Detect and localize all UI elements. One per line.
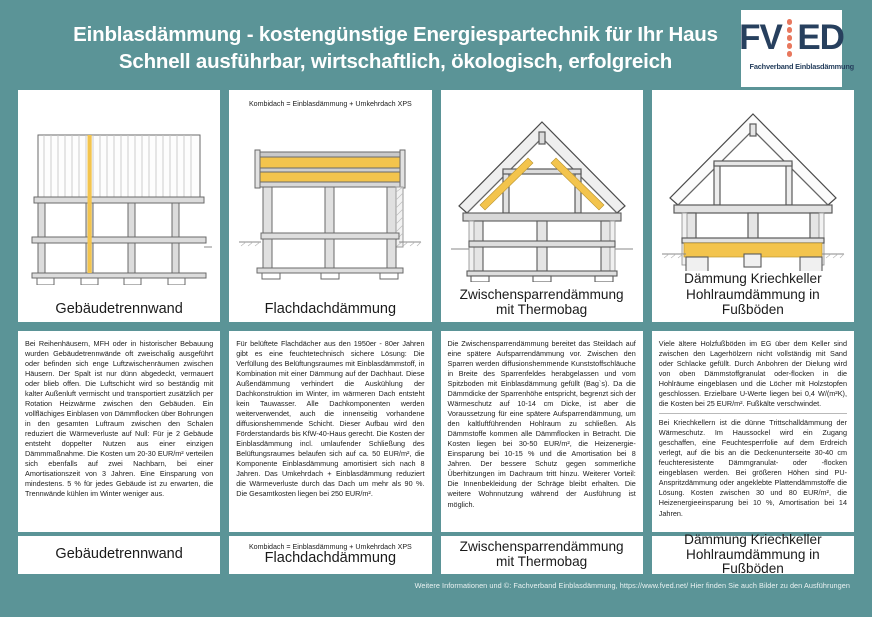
textcard-4-paragraph-1: Viele ältere Holzfußböden im EG über dem Keller sind zwischen den Lagerhölzern nicht vollständig mit Sand oder Schlacke gefüllt. Durch Anbohren der Dielung wird von oben Dämmstoffgranulat oder-flocken in die Hohlräume eingeblasen und die Löcher mit Holzstopfen geschlossen. Erzielbare U-Werte liegen bei 0,4 W/(m²K), die Kosten bei 25 EUR/m². Fußkälte verschwindet. bbox=[658, 339, 847, 409]
panel-1-label: Gebäudetrennwand bbox=[55, 300, 183, 317]
logo-subtitle: Fachverband Einblasdämmung bbox=[749, 62, 854, 71]
page-title-line-2: Schnell ausführbar, wirtschaftlich, ökologisch, erfolgreich bbox=[118, 50, 673, 73]
textcard-zwischensparrendaemmung bbox=[441, 331, 643, 532]
textcard-2-paragraph-1: Für belüftete Flachdächer aus den 1950er - 80er Jahren gibt es eine feuchtetechnisch sichere Lösung: Die Verfüllung des Belüftungsraumes mit Einblasdämmstoff, in Kombination mit einer Dämmung auf der Dachhaut. Diese Außendämmung verhindert die Auskühlung der Dachkonstruktion im Winter, im wärmeren Dach entsteht kein Tauwasser. Alle Dachkomponenten werden weiterverwendet, auch die innenseitig vorhandene diffusionshemmende Schicht. Dieser Aufbau wird den Förderstandards bis KfW-40-Haus gerecht. Die Kosten der Einblasdämmung incl. umlaufender Schließung des Belüftungsraumes belaufen sich auf ca. 50 EUR/m², die Komponente Einblasdämmung amortisiert sich nach 8 Jahren. Das Umkehrdach + Einblasdämmung reduziert die Wärmeverluste durch das Dach um mehr als 90 %. Die Gesamtkosten liegen bei 250 EUR/m². bbox=[236, 339, 425, 499]
logo-text-ed: ED bbox=[797, 18, 844, 57]
header-titles bbox=[22, 21, 741, 75]
capcard-2-small: Kombidach = Einblasdämmung + Umkehrdach XPS bbox=[248, 542, 412, 551]
capcard-4-main-line-2: Hohlraumdämmung in Fußböden bbox=[686, 546, 820, 577]
panel-3-label-line-1: Zwischensparrendämmung bbox=[459, 286, 624, 302]
panel-4-label-line-2: Hohlraumdämmung in Fußböden bbox=[686, 286, 820, 317]
capcard-3-main-line-2: mit Thermobag bbox=[496, 554, 588, 569]
textcard-gebaeudetrennwand bbox=[18, 331, 220, 532]
logo-dots-icon bbox=[784, 19, 796, 57]
kriechkeller-diagram-icon bbox=[656, 110, 850, 272]
capcard-3-main-line-1: Zwischensparrendämmung bbox=[459, 539, 624, 555]
panel-daemmung-kriechkeller bbox=[652, 90, 854, 322]
capcard-1-main: Gebäudetrennwand bbox=[55, 546, 183, 563]
panel-2-label: Flachdachdämmung bbox=[264, 300, 397, 317]
footer-credit: Weitere Informationen und ©: Fachverband Einblasdämmung, https://www.fved.net/ Hier finden Sie auch Bilder zu den Ausführungen bbox=[414, 581, 850, 590]
fved-logo bbox=[739, 10, 854, 87]
description-cards bbox=[0, 322, 872, 532]
illustration-panels bbox=[0, 90, 872, 322]
page-title-line-1: Einblasdämmung - kostengünstige Energiespartechnik für Ihr Haus bbox=[73, 22, 718, 46]
logo-inner bbox=[739, 17, 854, 79]
textcard-1-paragraph-1: Bei Reihenhäusern, MFH oder in historischer Bebauung wurden Gebäudetrennwände oft zweischalig ausgeführt oder befinden sich enge Luftzwischenräumen zwischen Häusern. Der Spalt ist nur dünn abgedeckt, vermauert oder blieb offen. Die Luftschicht wird so beständig mit kalter Außenluft vermischt und transportiert zusätzlich per Rotation Heizwärme zwischen den Gebäuden. Ein vollflächiges Einblasen von Dämmflocken über Bohrungen in den gesamten Luftraum zwischen den Schalen reduziert die Wärmeverluste auf Null: Für je 2 Gebäude entsteht doppelter Nutzen aus einer einzigen Dämmmaßnahme. Die Kosten um 20-30 EUR/m² verteilen sich ebenfalls auf zwei Nachbarn, bei einer Amortisationszeit von 3 Jahren. Eine Einsparung von mindestens. 5 % für jedes Gebäude ist zu erwarten, die Trennwände kühlen im Winter weniger aus. bbox=[25, 339, 214, 499]
zwischensparrendaemmung-diagram-icon bbox=[445, 110, 639, 287]
textcard-3-paragraph-1: Die Zwischensparrendämmung bereitet das Steildach auf eine spätere Aufsparrendämmung vor. Zwischen den Sparren werden diffusionshemmende Kunststoffschläuche in Breite des Sparrenfeldes herabgelassen und vom Spitzboden mit Einblasdämmung gefüllt (Bag`s). Da die Dämmdicke der Sparrenhöhe entspricht, begrenzt sich der Wärmeschutz auf 10-14 cm Dicke, ist aber die Voraussetzung für eine spätere Aufsparrendämmung, um den kaltluftführenden Hohlraum zu schließen. Als Dämmstoffe kommen alle Dämmflocken in Betracht. Die Kosten liegen bei 30-50 EUR/m², die Heizenergie-Einsparung bei 10-15 % und die Amortisation bei 8 Jahren. Der bessere Schutz gegen sommerliche Überhitzungen im Dachraum tritt hinzu. Weiterer Vorteil: Die Innenbekleidung der Schräge bleibt erhalten. Die weitere Wohnnutzung während der Ausführung ist möglich. bbox=[447, 339, 636, 509]
textcard-flachdachdaemmung bbox=[229, 331, 431, 532]
gebaeudetrennwand-diagram-icon bbox=[22, 110, 216, 301]
panel-gebaeudetrennwand bbox=[18, 90, 220, 322]
panel-2-top-caption: Kombidach = Einblasdämmung + Umkehrdach XPS bbox=[248, 100, 412, 108]
capcard-zwischensparrendaemmung bbox=[441, 536, 643, 574]
textcard-4-paragraph-2: Bei Kriechkellern ist die dünne Trittschalldämmung der Wärmeschutz. Im Haussockel wird ein Zugang geschaffen, eine Feuchtesperrfolie auf dem Erdreich verlegt, auf die bis an die Deckenunterseite 30-40 cm feuchteresistente Dämmgranulat- oder -flocken eingeblasen werden. Bei größeren Höhen sind PU-Anspritzdämmung oder angeklebte Plattendämmstoffe die Lösung. Kosten zwischen 30 und 80 EUR/m², die Heizenergieeinsparung bei 10 %, Amortisation bei 14 Jahren. bbox=[658, 418, 847, 518]
capcard-flachdachdaemmung bbox=[229, 536, 431, 574]
capcard-2-main: Flachdachdämmung bbox=[264, 550, 397, 567]
caption-cards bbox=[0, 531, 872, 577]
flachdachdaemmung-diagram-icon bbox=[233, 110, 427, 301]
capcard-4-main-line-1: Dämmung Kriechkeller bbox=[684, 531, 822, 547]
panel-zwischensparrendaemmung bbox=[441, 90, 643, 322]
logo-mark bbox=[739, 17, 844, 59]
capcard-daemmung-kriechkeller bbox=[652, 531, 854, 577]
panel-flachdachdaemmung bbox=[229, 90, 431, 322]
textcard-4-divider bbox=[659, 413, 847, 414]
textcard-daemmung-kriechkeller bbox=[652, 331, 854, 532]
panel-3-label bbox=[460, 287, 624, 320]
logo-text-fv: FV bbox=[739, 18, 782, 57]
panel-3-label-line-2: mit Thermobag bbox=[496, 301, 588, 317]
header bbox=[0, 0, 872, 90]
panel-4-label bbox=[656, 271, 850, 320]
capcard-gebaeudetrennwand bbox=[18, 536, 220, 574]
panel-4-label-line-1: Dämmung Kriechkeller bbox=[684, 271, 822, 287]
